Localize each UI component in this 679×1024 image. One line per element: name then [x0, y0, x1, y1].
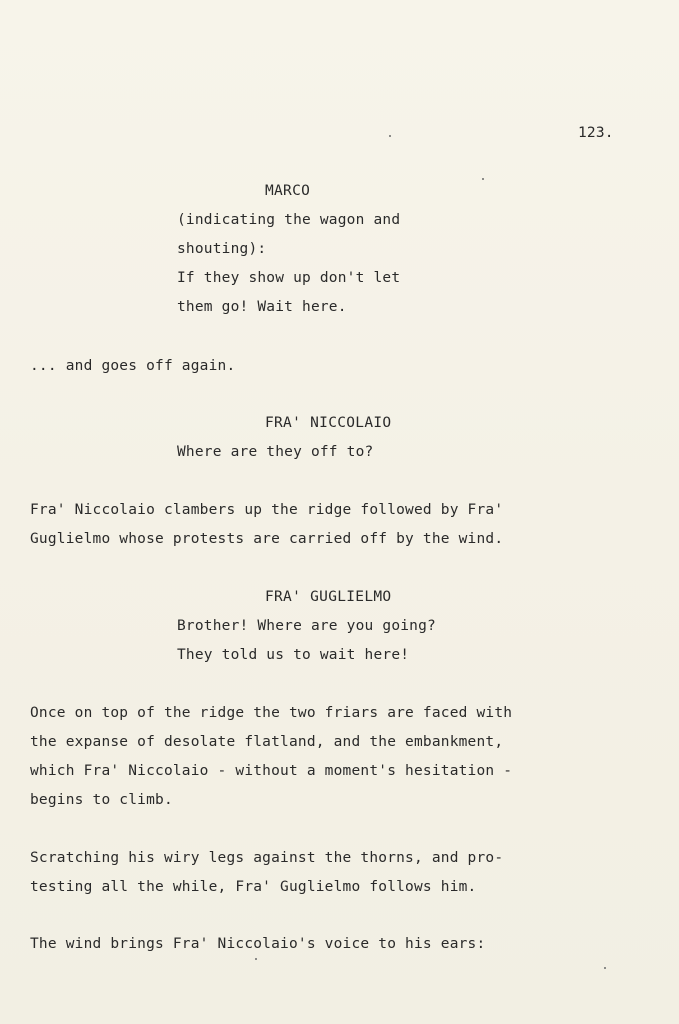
action-line: Scratching his wiry legs against the thorns, and pro- — [30, 850, 504, 866]
action-line: ... and goes off again. — [30, 358, 236, 374]
stage-direction-line: shouting): — [177, 241, 267, 257]
action-line: which Fra' Niccolaio - without a moment's hesitation - — [30, 763, 513, 779]
action-line: Fra' Niccolaio clambers up the ridge followed by Fra' — [30, 502, 504, 518]
stage-direction-line: (indicating the wagon and — [177, 212, 401, 228]
dialogue-line: them go! Wait here. — [177, 299, 347, 315]
dialogue-line: Where are they off to? — [177, 444, 374, 460]
paper-speck — [255, 958, 257, 960]
speaker-fra-guglielmo: FRA' GUGLIELMO — [265, 589, 392, 605]
action-line: testing all the while, Fra' Guglielmo follows him. — [30, 879, 477, 895]
dialogue-line: They told us to wait here! — [177, 647, 410, 663]
speaker-marco: MARCO — [265, 183, 311, 199]
dialogue-line: Brother! Where are you going? — [177, 618, 436, 634]
action-line: The wind brings Fra' Niccolaio's voice to his ears: — [30, 936, 486, 952]
action-line: begins to climb. — [30, 792, 173, 808]
action-line: Once on top of the ridge the two friars are faced with — [30, 705, 513, 721]
paper-speck — [604, 967, 606, 969]
action-line: the expanse of desolate flatland, and the embankment, — [30, 734, 504, 750]
paper-speck — [482, 178, 484, 180]
dialogue-line: If they show up don't let — [177, 270, 401, 286]
page-number: 123. — [578, 125, 614, 141]
paper-speck — [389, 135, 391, 137]
speaker-fra-niccolaio: FRA' NICCOLAIO — [265, 415, 392, 431]
action-line: Guglielmo whose protests are carried off by the wind. — [30, 531, 504, 547]
